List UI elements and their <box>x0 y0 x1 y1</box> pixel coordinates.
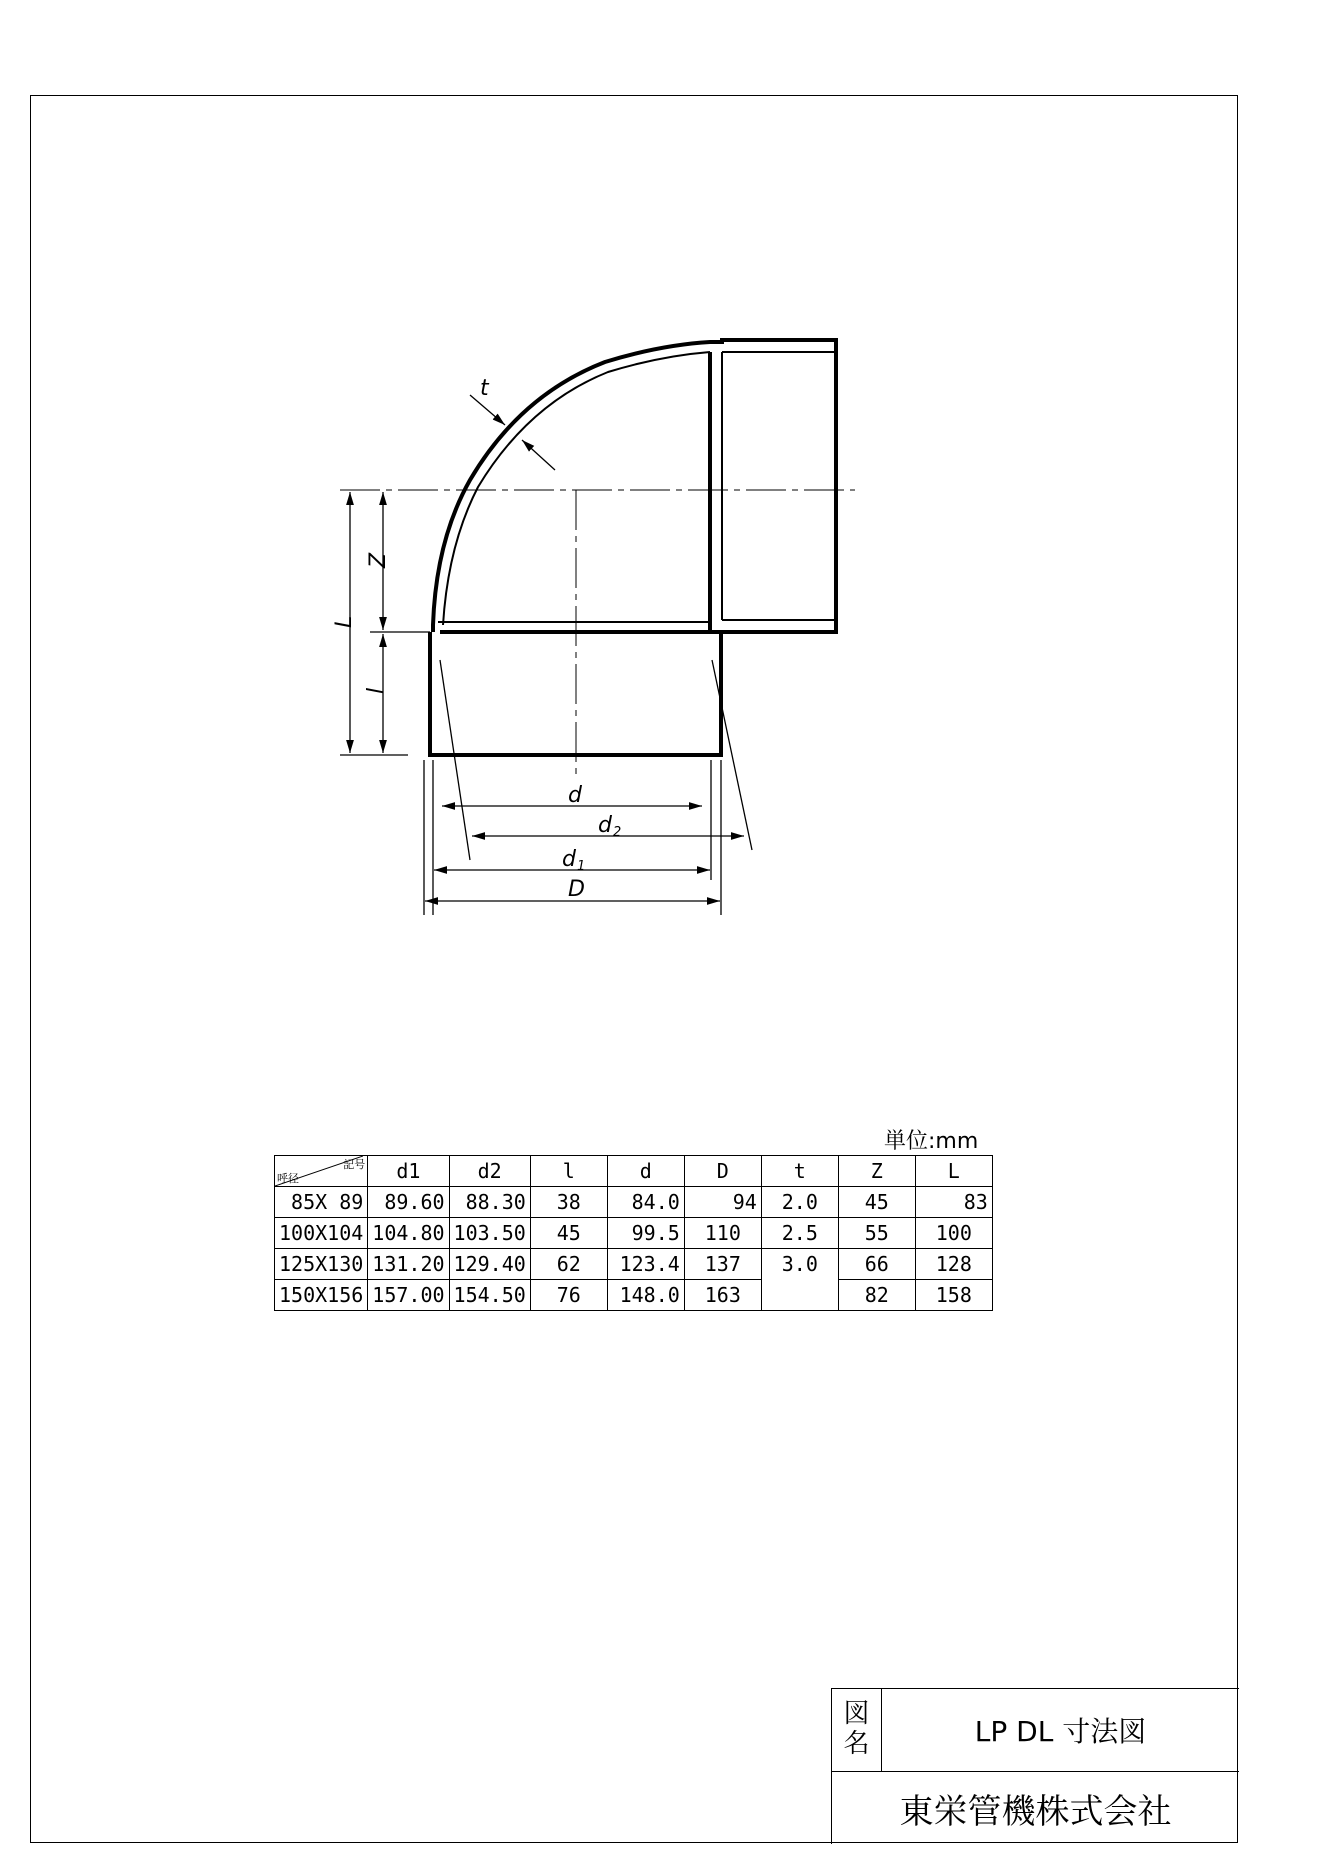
table-cell: 84.0 <box>607 1187 684 1218</box>
table-cell: 38 <box>530 1187 607 1218</box>
dimension-lines <box>340 395 752 915</box>
label-D: D <box>568 877 585 902</box>
table-row <box>275 1218 993 1249</box>
table-cell <box>761 1280 838 1311</box>
table-header: d <box>607 1156 684 1187</box>
dimension-table <box>274 1155 993 1311</box>
label-d2-sub: 2 <box>613 825 622 840</box>
table-header: L <box>915 1156 992 1187</box>
table-cell: 163 <box>684 1280 761 1311</box>
table-cell: 137 <box>684 1249 761 1280</box>
table-cell: 123.4 <box>607 1249 684 1280</box>
label-t: t <box>480 376 489 401</box>
label-d: d <box>568 783 582 808</box>
table-header: d2 <box>449 1156 530 1187</box>
table-cell: 62 <box>530 1249 607 1280</box>
table-cell: 100 <box>915 1218 992 1249</box>
table-cell: 110 <box>684 1218 761 1249</box>
table-header: t <box>761 1156 838 1187</box>
table-cell: 103.50 <box>449 1218 530 1249</box>
label-d2: d <box>598 813 612 838</box>
table-cell: 82 <box>838 1280 915 1311</box>
table-cell: 128 <box>915 1249 992 1280</box>
table-row <box>275 1280 993 1311</box>
title-block <box>831 1688 1239 1844</box>
label-l: l <box>364 687 389 694</box>
unit-label: 単位:mm <box>884 1129 979 1154</box>
table-cell: 158 <box>915 1280 992 1311</box>
table-cell: 154.50 <box>449 1280 530 1311</box>
table-cell: 55 <box>838 1218 915 1249</box>
table-header-row <box>275 1156 993 1187</box>
center-lines <box>340 490 855 780</box>
table-cell: 100X104 <box>275 1218 368 1249</box>
table-cell: 2.0 <box>761 1187 838 1218</box>
table-row <box>275 1187 993 1218</box>
table-cell: 3.0 <box>761 1249 838 1280</box>
label-d1-sub: 1 <box>577 859 586 874</box>
table-cell: 89.60 <box>368 1187 449 1218</box>
table-header: d1 <box>368 1156 449 1187</box>
dimension-labels <box>332 376 621 902</box>
table-header: D <box>684 1156 761 1187</box>
title-block-name-row <box>832 1689 1239 1772</box>
table-cell: 45 <box>838 1187 915 1218</box>
table-cell: 66 <box>838 1249 915 1280</box>
table-row <box>275 1249 993 1280</box>
corner-bottom-label: 呼径 <box>277 1172 299 1185</box>
table-corner-cell <box>275 1156 368 1187</box>
table-cell: 148.0 <box>607 1280 684 1311</box>
table-cell: 104.80 <box>368 1218 449 1249</box>
table-cell: 94 <box>684 1187 761 1218</box>
table-cell: 2.5 <box>761 1218 838 1249</box>
table-cell: 85X 89 <box>275 1187 368 1218</box>
corner-top-label: 記号 <box>343 1158 366 1171</box>
table-header: l <box>530 1156 607 1187</box>
table-cell: 99.5 <box>607 1218 684 1249</box>
table-cell: 88.30 <box>449 1187 530 1218</box>
table-cell: 125X130 <box>275 1249 368 1280</box>
table-cell: 45 <box>530 1218 607 1249</box>
table-cell: 129.40 <box>449 1249 530 1280</box>
elbow-outline <box>430 340 836 755</box>
table-cell: 76 <box>530 1280 607 1311</box>
drawing-name: LP DL 寸法図 <box>974 1715 1147 1748</box>
company-name: 東栄管機株式会社 <box>899 1791 1172 1832</box>
label-d1: d <box>562 847 576 872</box>
table-header: Z <box>838 1156 915 1187</box>
label-Z: Z <box>366 552 391 568</box>
table-cell: 131.20 <box>368 1249 449 1280</box>
table-cell: 83 <box>915 1187 992 1218</box>
drawing-name-key: 図名 <box>832 1689 882 1771</box>
label-L: L <box>332 615 357 628</box>
table-cell: 157.00 <box>368 1280 449 1311</box>
table-cell: 150X156 <box>275 1280 368 1311</box>
